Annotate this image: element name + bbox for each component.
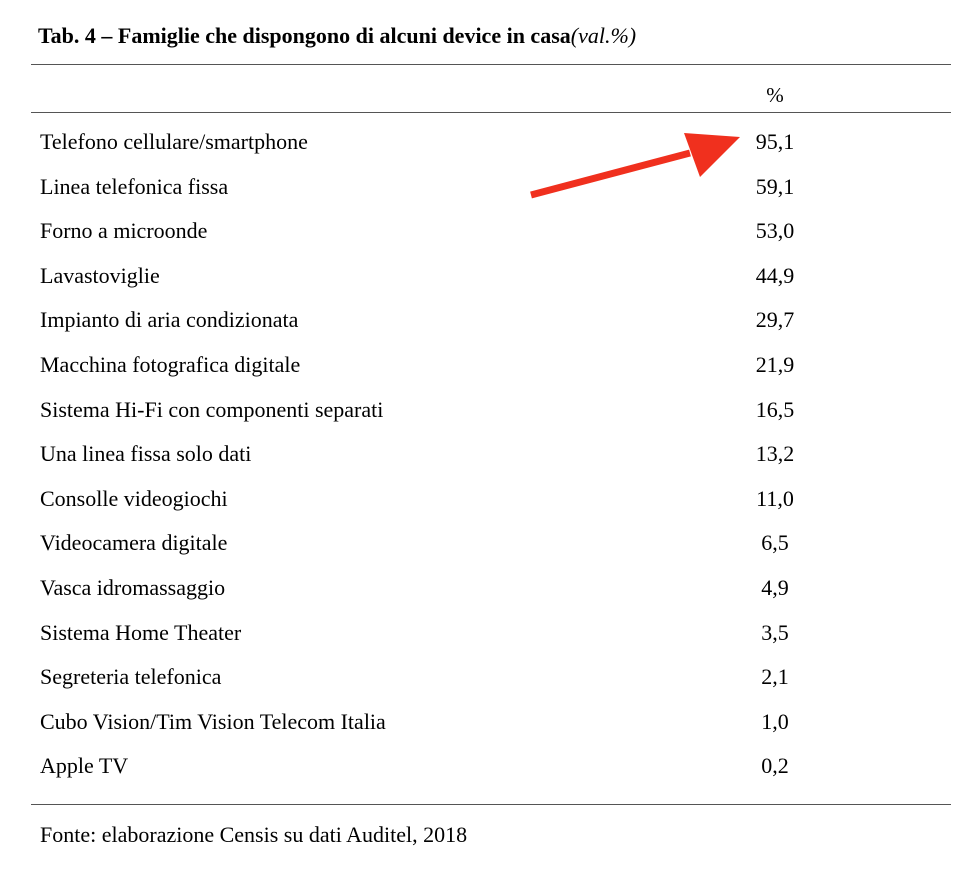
row-value: 21,9 [755,351,795,377]
table-title [38,22,636,50]
row-value: 0,2 [761,753,789,779]
table-row [0,259,960,304]
row-label: Vasca idromassaggio [40,574,226,600]
row-label: Segreteria telefonica [40,664,222,690]
row-label: Sistema Home Theater [40,619,242,645]
row-value: 3,5 [761,619,789,645]
row-label: Forno a microonde [40,218,208,244]
row-label: Impianto di aria condizionata [40,307,299,333]
table-row [0,660,960,705]
table-row [0,437,960,482]
row-value: 95,1 [755,129,795,154]
table-row [0,616,960,661]
row-label: Macchina fotografica digitale [40,351,301,377]
row-value: 29,7 [755,307,795,333]
row-value: 44,9 [755,262,795,288]
row-label: Videocamera digitale [40,530,228,556]
table-row [0,393,960,438]
header-rule [31,112,951,113]
row-value: 2,1 [761,664,789,690]
source-note: Fonte: elaborazione Censis su dati Auditel, 2018 [40,822,468,847]
table-row [0,482,960,527]
row-label: Cubo Vision/Tim Vision Telecom Italia [40,708,386,734]
table-row [0,348,960,393]
top-rule [31,64,951,65]
table-row [0,526,960,571]
table-title-unit: (val.%) [570,23,637,48]
row-label: Consolle videogiochi [40,485,228,511]
row-label: Telefono cellulare/smartphone [40,129,308,154]
row-label: Apple TV [40,753,129,779]
row-value: 6,5 [761,530,789,556]
table-title-main: Tab. 4 – Famiglie che dispongono di alcuni device in casa [38,23,571,48]
row-value: 59,1 [755,173,795,199]
table-row [0,303,960,348]
row-value: 53,0 [755,218,795,244]
row-label: Sistema Hi-Fi con componenti separati [40,396,384,422]
row-value: 11,0 [756,485,794,511]
row-value: 1,0 [761,708,789,734]
row-value: 16,5 [755,396,795,422]
table-row [0,705,960,750]
table-row [0,170,960,215]
table-row [0,214,960,259]
row-value: 13,2 [755,441,795,467]
bottom-rule [31,804,951,805]
row-label: Linea telefonica fissa [40,173,229,199]
table-row [0,749,960,794]
column-header-percent: % [766,83,784,107]
table-row [0,571,960,616]
table-body [0,125,960,794]
table-row [0,125,960,170]
row-label: Lavastoviglie [40,262,160,288]
row-value: 4,9 [761,574,789,600]
row-label: Una linea fissa solo dati [40,441,252,467]
